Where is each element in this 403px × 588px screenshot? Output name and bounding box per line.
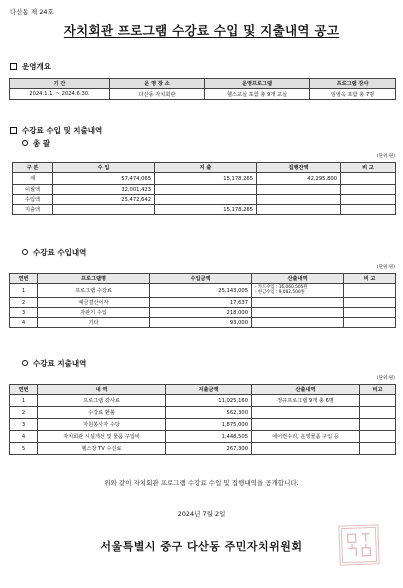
section-ops-heading xyxy=(10,61,51,72)
income-cell: 프로그램 수강료 xyxy=(38,284,150,298)
table-row xyxy=(10,395,396,407)
expense-header-row xyxy=(10,385,396,395)
summary-cell: 15,178,265 xyxy=(155,205,257,215)
expense-cell: 프로그램 강사료 xyxy=(38,395,166,407)
income-calc-card: - 카드수입 : 16,060,505원 xyxy=(255,284,308,290)
ops-instructor: 임영옥 포함 총 7명 xyxy=(310,89,396,100)
summary-cell: 계 xyxy=(13,173,53,185)
square-bullet-icon xyxy=(10,63,17,70)
section-income-outcome-label: 수강료 수입 및 지출내역 xyxy=(22,126,103,135)
square-bullet-icon xyxy=(10,127,17,134)
expense-cell: 에어컨수리, 운영물품 구입 등 xyxy=(252,431,360,443)
expense-cell: 267,300 xyxy=(166,443,252,455)
ops-period: 2024.1.1. ~ 2024.6.30. xyxy=(10,89,110,100)
income-cell: 4 xyxy=(10,318,38,328)
income-cell: 예금결산이자 xyxy=(38,298,150,308)
expense-cell: 11,025,160 xyxy=(166,395,252,407)
income-header-no: 연번 xyxy=(10,274,38,284)
expense-header-calc: 산출내역 xyxy=(252,385,360,395)
table-row xyxy=(13,195,396,205)
circle-bullet-icon xyxy=(22,360,28,366)
income-header-note: 비 고 xyxy=(344,274,396,284)
section-expense-label: 수강료 지출내역 xyxy=(33,359,87,368)
income-cell xyxy=(344,318,396,328)
section-expense-heading xyxy=(22,358,86,369)
section-income-outcome-heading xyxy=(10,125,102,136)
summary-cell: 지출액 xyxy=(13,205,53,215)
summary-cell xyxy=(257,195,341,205)
income-cell: 자판기 수입 xyxy=(38,308,150,318)
expense-cell: 수강료 환불 xyxy=(38,407,166,419)
summary-cell xyxy=(341,185,396,195)
income-header-program: 프로그램명 xyxy=(38,274,150,284)
ops-header-instructor: 프로그램 강사 xyxy=(310,79,396,89)
income-cell: 93,000 xyxy=(150,318,252,328)
summary-header-category: 구 분 xyxy=(13,163,53,173)
circle-bullet-icon xyxy=(22,140,28,146)
circle-bullet-icon xyxy=(22,249,28,255)
table-row xyxy=(10,308,396,318)
expense-cell xyxy=(252,407,360,419)
summary-cell xyxy=(53,205,155,215)
expense-cell: 2 xyxy=(10,407,38,419)
unit-label-summary: (단위:원) xyxy=(376,154,395,159)
income-header-row xyxy=(10,274,396,284)
expense-cell xyxy=(360,431,396,443)
income-calc-cell xyxy=(252,284,344,298)
table-row xyxy=(13,173,396,185)
document-number: 다산동 제 24호 xyxy=(10,8,54,16)
summary-cell: 수입액 xyxy=(13,195,53,205)
income-cell: 기타 xyxy=(38,318,150,328)
ops-header-place: 운 영 장 소 xyxy=(110,79,205,89)
expense-cell: 1,875,000 xyxy=(166,419,252,431)
summary-header-note: 비 고 xyxy=(341,163,396,173)
ops-table-header-row xyxy=(10,79,396,89)
unit-label-expense: (단위:원) xyxy=(376,376,395,381)
income-cell xyxy=(344,308,396,318)
table-row xyxy=(13,185,396,195)
expense-table xyxy=(9,384,396,455)
ops-place: 다산동 자치회관 xyxy=(110,89,205,100)
expense-cell xyxy=(360,407,396,419)
summary-header-balance: 집행잔액 xyxy=(257,163,341,173)
income-cell: 1 xyxy=(10,284,38,298)
section-ops-label: 운영개요 xyxy=(22,62,51,71)
income-header-calc: 산출내역 xyxy=(252,274,344,284)
table-row xyxy=(10,284,396,298)
summary-header-income: 수 입 xyxy=(53,163,155,173)
income-cell xyxy=(344,298,396,308)
expense-cell xyxy=(360,443,396,455)
income-cell: 3 xyxy=(10,308,38,318)
income-cell: 17,637 xyxy=(150,298,252,308)
table-row xyxy=(10,419,396,431)
expense-cell xyxy=(252,443,360,455)
summary-cell xyxy=(341,195,396,205)
income-calc-cash: - 현금수입 : 9,082,500원 xyxy=(255,289,305,295)
summary-table xyxy=(12,162,396,215)
document-title xyxy=(0,21,403,39)
summary-cell xyxy=(155,185,257,195)
summary-cell: 15,178,265 xyxy=(155,173,257,185)
table-row xyxy=(13,205,396,215)
expense-cell: 4 xyxy=(10,431,38,443)
summary-cell xyxy=(341,173,396,185)
summary-header-expense: 지 출 xyxy=(155,163,257,173)
summary-cell: 25,472,642 xyxy=(53,195,155,205)
document-title-text: 자치회관 프로그램 수강료 수입 및 지출내역 공고 xyxy=(63,23,340,38)
table-row xyxy=(10,407,396,419)
income-cell: 25,143,005 xyxy=(150,284,252,298)
section-summary-heading xyxy=(22,138,50,149)
ops-program: 헬스교실 포함 총 9개 교실 xyxy=(205,89,310,100)
section-income-label: 수강료 수입내역 xyxy=(33,248,87,257)
income-cell: 2 xyxy=(10,298,38,308)
summary-cell: 57,474,065 xyxy=(53,173,155,185)
income-cell xyxy=(344,284,396,298)
expense-cell xyxy=(360,419,396,431)
organization-name: 서울특별시 중구 다산동 주민자치위원회 xyxy=(100,540,303,553)
official-seal-icon xyxy=(338,524,379,565)
income-cell xyxy=(252,318,344,328)
seal-graphic xyxy=(339,525,378,564)
expense-cell: 헬스장 TV 수신료 xyxy=(38,443,166,455)
table-row xyxy=(10,318,396,328)
ops-header-period: 기 간 xyxy=(10,79,110,89)
announcement-date: 2024년 7월 2일 xyxy=(177,510,226,518)
income-header-amount: 수입금액 xyxy=(150,274,252,284)
expense-cell: 3 xyxy=(10,419,38,431)
summary-cell xyxy=(155,195,257,205)
expense-cell xyxy=(252,419,360,431)
income-cell: 218,000 xyxy=(150,308,252,318)
expense-cell: 정규프로그램 9개 총 6명 xyxy=(252,395,360,407)
expense-header-no: 연번 xyxy=(10,385,38,395)
expense-cell: 1,448,505 xyxy=(166,431,252,443)
ops-table xyxy=(9,78,396,100)
expense-header-note: 비고 xyxy=(360,385,396,395)
expense-cell: 1 xyxy=(10,395,38,407)
summary-header-row xyxy=(13,163,396,173)
expense-cell: 자원봉사자 수당 xyxy=(38,419,166,431)
table-row xyxy=(10,298,396,308)
expense-cell: 5 xyxy=(10,443,38,455)
table-row xyxy=(10,443,396,455)
closing-statement: 위와 같이 자치회관 프로그램 수강료 수입 및 집행내역을 공개합니다. xyxy=(104,479,299,487)
income-table xyxy=(9,273,396,328)
summary-cell: 32,001,423 xyxy=(53,185,155,195)
expense-header-amount: 지출금액 xyxy=(166,385,252,395)
section-income-heading xyxy=(22,247,86,258)
expense-cell: 562,300 xyxy=(166,407,252,419)
summary-cell: 이월액 xyxy=(13,185,53,195)
unit-label-income: (단위:원) xyxy=(376,265,395,270)
ops-table-row xyxy=(10,89,396,100)
section-summary-label: 총 괄 xyxy=(33,139,51,148)
income-cell xyxy=(252,298,344,308)
ops-header-program: 운영프로그램 xyxy=(205,79,310,89)
expense-header-item: 내 역 xyxy=(38,385,166,395)
summary-cell xyxy=(341,205,396,215)
expense-cell xyxy=(360,395,396,407)
summary-cell: 42,295,800 xyxy=(257,173,341,185)
income-cell xyxy=(252,308,344,318)
summary-cell xyxy=(257,205,341,215)
table-row xyxy=(10,431,396,443)
summary-cell xyxy=(257,185,341,195)
expense-cell: 자치회관 시설개선 및 물품 구입비 xyxy=(38,431,166,443)
